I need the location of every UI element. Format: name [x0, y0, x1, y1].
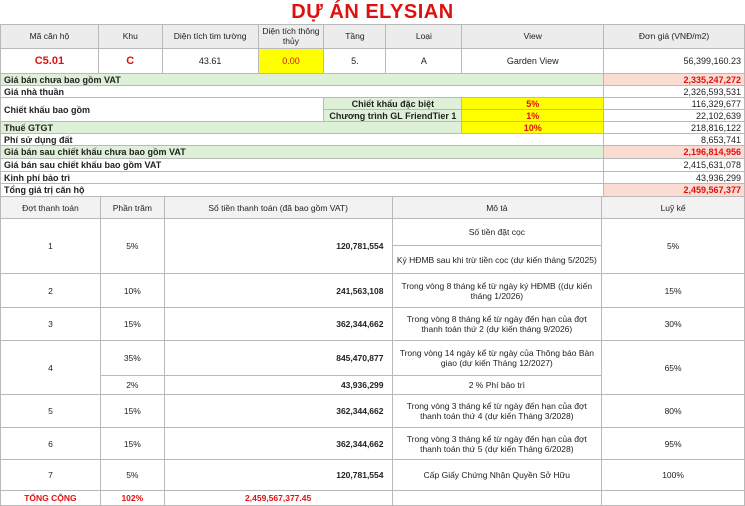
installment-amount: 241,563,108 — [164, 274, 392, 308]
sch-hdr-installment: Đợt thanh toán — [1, 197, 101, 219]
installment-no: 4 — [1, 341, 101, 395]
installment-amount: 362,344,662 — [164, 428, 392, 460]
installment-desc: Ký HĐMB sau khi trừ tiền cọc (dự kiến tháng 5/2025) — [392, 246, 602, 274]
sch-hdr-description: Mô tả — [392, 197, 602, 219]
unit-code: C5.01 — [1, 49, 99, 74]
total-value-label: Tổng giá trị căn hộ — [1, 184, 604, 197]
schedule-row — [1, 460, 745, 491]
net-label: Giá nhà thuần — [1, 86, 604, 98]
installment-pct: 5% — [100, 460, 164, 491]
installment-pct: 35% — [100, 341, 164, 376]
sch-hdr-percent: Phần trăm — [100, 197, 164, 219]
installment-pct: 15% — [100, 428, 164, 460]
installment-desc: Cấp Giấy Chứng Nhận Quyền Sở Hữu — [392, 460, 602, 491]
program-discount-label: Chương trình GL FriendTier 1 — [324, 110, 462, 122]
unit-row — [1, 49, 745, 74]
installment-no: 6 — [1, 428, 101, 460]
installment-cumulative: 15% — [602, 274, 745, 308]
installment-no: 2 — [1, 274, 101, 308]
schedule-row — [1, 219, 745, 246]
row-vat — [1, 122, 745, 134]
after-disc-excl-label: Giá bán sau chiết khấu chưa bao gồm VAT — [1, 146, 604, 159]
grand-total-amount: 2,459,567,377.45 — [164, 491, 392, 506]
unit-zone: C — [98, 49, 162, 74]
total-value: 2,459,567,377 — [604, 184, 745, 197]
unit-area-wall: 43.61 — [162, 49, 258, 74]
grand-total-pct: 102% — [100, 491, 164, 506]
installment-pct: 15% — [100, 308, 164, 341]
maintenance-value: 43,936,299 — [604, 172, 745, 184]
special-discount-value: 116,329,677 — [604, 98, 745, 110]
after-disc-incl-label: Giá bán sau chiết khấu bao gồm VAT — [1, 159, 604, 172]
hdr-view: View — [462, 25, 604, 49]
maintenance-label: Kinh phí bảo trì — [1, 172, 604, 184]
installment-desc: Trong vòng 8 tháng kể từ ngày ký HĐMB ((dự kiến tháng 1/2026) — [392, 274, 602, 308]
hdr-unit-price: Đơn giá (VNĐ/m2) — [604, 25, 745, 49]
schedule-row — [1, 308, 745, 341]
installment-cumulative: 30% — [602, 308, 745, 341]
after-disc-excl-value: 2,196,814,956 — [604, 146, 745, 159]
special-discount-pct[interactable]: 5% — [462, 98, 604, 110]
hdr-code: Mã căn hộ — [1, 25, 99, 49]
row-maintenance — [1, 172, 745, 184]
installment-pct: 15% — [100, 395, 164, 428]
installment-cumulative: 80% — [602, 395, 745, 428]
row-land-fee — [1, 134, 745, 146]
installment-cumulative: 95% — [602, 428, 745, 460]
hdr-area-clear: Diện tích thông thủy — [258, 25, 324, 49]
grand-total-empty — [392, 491, 602, 506]
excl-vat-label: Giá bán chưa bao gồm VAT — [1, 74, 604, 86]
installment-desc: Trong vòng 8 tháng kể từ ngày đến hạn của đợt thanh toán thứ 2 (dự kiến tháng 9/2026) — [392, 308, 602, 341]
program-discount-value: 22,102,639 — [604, 110, 745, 122]
schedule-row — [1, 395, 745, 428]
installment-amount: 362,344,662 — [164, 308, 392, 341]
schedule-header-row — [1, 197, 745, 219]
unit-header-row — [1, 25, 745, 49]
net-value: 2,326,593,531 — [604, 86, 745, 98]
price-sheet — [0, 24, 745, 197]
schedule-row — [1, 428, 745, 460]
installment-desc: Trong vòng 3 tháng kể từ ngày đến hạn của đợt thanh toán thứ 5 (dự kiến Tháng 6/2028) — [392, 428, 602, 460]
discount-label: Chiết khấu bao gồm — [1, 98, 324, 122]
unit-floor: 5. — [324, 49, 386, 74]
installment-desc: Trong vòng 3 tháng kể từ ngày đến hạn của đợt thanh toán thứ 4 (dự kiến Tháng 3/2028) — [392, 395, 602, 428]
installment-cumulative: 5% — [602, 219, 745, 274]
land-fee-value: 8,653,741 — [604, 134, 745, 146]
vat-label: Thuế GTGT — [1, 122, 462, 134]
installment-no: 3 — [1, 308, 101, 341]
installment-amount: 845,470,877 — [164, 341, 392, 376]
installment-no: 1 — [1, 219, 101, 274]
unit-price: 56,399,160.23 — [604, 49, 745, 74]
hdr-type: Loại — [386, 25, 462, 49]
installment-pct: 5% — [100, 219, 164, 274]
hdr-zone: Khu — [98, 25, 162, 49]
installment-amount: 120,781,554 — [164, 460, 392, 491]
unit-view: Garden View — [462, 49, 604, 74]
row-excl-vat — [1, 74, 745, 86]
unit-type: A — [386, 49, 462, 74]
after-disc-incl-value: 2,415,631,078 — [604, 159, 745, 172]
unit-area-clear[interactable]: 0.00 — [258, 49, 324, 74]
installment-no: 5 — [1, 395, 101, 428]
hdr-area-wall: Diện tích tim tường — [162, 25, 258, 49]
vat-value: 218,816,122 — [604, 122, 745, 134]
schedule-row — [1, 274, 745, 308]
installment-desc: Trong vòng 14 ngày kể từ ngày của Thông báo Bàn giao (dự kiến Tháng 12/2027) — [392, 341, 602, 376]
installment-amount: 120,781,554 — [164, 219, 392, 274]
installment-desc: Số tiền đặt cọc — [392, 219, 602, 246]
schedule-row — [1, 341, 745, 376]
payment-schedule — [0, 196, 745, 506]
hdr-floor: Tầng — [324, 25, 386, 49]
vat-pct[interactable]: 10% — [462, 122, 604, 134]
installment-desc: 2 % Phí bảo trì — [392, 376, 602, 395]
installment-pct: 10% — [100, 274, 164, 308]
sch-hdr-cumulative: Luỹ kế — [602, 197, 745, 219]
row-after-disc-incl — [1, 159, 745, 172]
grand-total-empty — [602, 491, 745, 506]
row-special-discount — [1, 98, 745, 110]
installment-cumulative: 65% — [602, 341, 745, 395]
installment-no: 7 — [1, 460, 101, 491]
page-title: DỰ ÁN ELYSIAN — [291, 1, 454, 23]
installment-amount: 43,936,299 — [164, 376, 392, 395]
installment-pct: 2% — [100, 376, 164, 395]
row-net — [1, 86, 745, 98]
installment-cumulative: 100% — [602, 460, 745, 491]
land-fee-label: Phí sử dụng đất — [1, 134, 604, 146]
row-after-disc-excl — [1, 146, 745, 159]
excl-vat-value: 2,335,247,272 — [604, 74, 745, 86]
grand-total-label: TỔNG CỘNG — [1, 491, 101, 506]
sch-hdr-amount: Số tiền thanh toán (đã bao gồm VAT) — [164, 197, 392, 219]
grand-total-row — [1, 491, 745, 506]
installment-amount: 362,344,662 — [164, 395, 392, 428]
program-discount-pct[interactable]: 1% — [462, 110, 604, 122]
row-total-value — [1, 184, 745, 197]
special-discount-label: Chiết khấu đặc biệt — [324, 98, 462, 110]
